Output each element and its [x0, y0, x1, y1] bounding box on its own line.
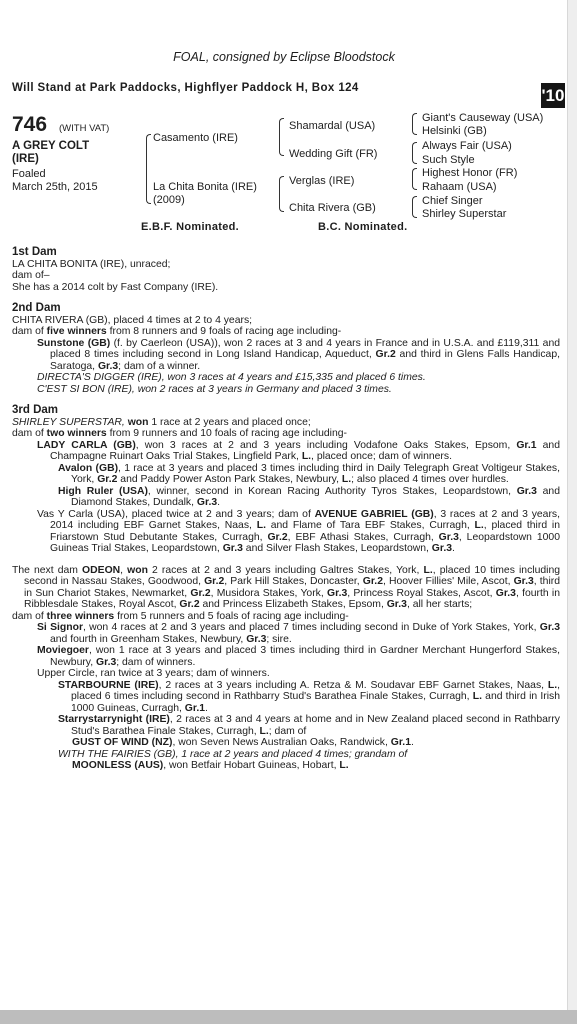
produce-entry: STARBOURNE (IRE), 2 races at 3 years including A. Retza & M. Soudavar EBF Garnet Stakes, Naas, L., placed 6 times including second in Rathbarry Stud's Barathea Finale Stakes, Curragh, L. and third in Irish 1000 Guineas, Curragh, Gr.1. [58, 679, 560, 714]
first-dam-line: LA CHITA BONITA (IRE), unraced; [12, 258, 171, 270]
stand-location: Will Stand at Park Paddocks, Highflyer Paddock H, Box 124 [12, 82, 359, 94]
pedigree-g6: Rahaam (USA) [422, 181, 497, 193]
third-dam-line: SHIRLEY SUPERSTAR, won 1 race at 2 years and placed once; [12, 416, 311, 428]
produce-entry: Sunstone (GB) (f. by Caerleon (USA)), won 2 races at 3 and 4 years in France and in U.S.A. and £119,311 and placed 8 times including second in Long Island Handicap, Aqueduct, Gr.2 and third in Glens Falls Handicap, Saratoga, Gr.3; dam of a winner. [37, 337, 560, 372]
second-dam-produce-line: dam of five winners from 8 runners and 9 foals of racing age including- [12, 326, 342, 337]
produce-entry: Si Signor, won 4 races at 2 and 3 years and placed 7 times including second in Duke of York Stakes, York, Gr.3 and fourth in Greenham Stakes, Newbury, Gr.3; sire. [37, 622, 560, 645]
first-dam-heading: 1st Dam [12, 246, 57, 258]
bracket-g2 [412, 142, 417, 164]
bc-nominated: B.C. Nominated. [318, 221, 408, 233]
bracket-g1 [412, 113, 417, 135]
produce-entry: Vas Y Carla (USA), placed twice at 2 and 3 years; dam of AVENUE GABRIEL (GB), 3 races at 2 and 3 years, 2014 including EBF Garnet Stakes, Naas, L. and Flame of Tara EBF Stakes, Curragh, L., placed third in Friarstown Stud Debutante Stakes, Curragh, Gr.2, EBF Athasi Stakes, Curragh, Gr.3, Leopardstown 1000 Guineas Trial Stakes, Leopardstown, Gr.3 and Silver Flash Stakes, Leopardstown, Gr.3. [37, 508, 561, 554]
produce-entry: LADY CARLA (GB), won 3 races at 2 and 3 years including Vodafone Oaks Stakes, Epsom, Gr.1 and Champagne Ruinart Oaks Trial Stakes, Lingfield Park, L., placed once; dam of winners. [37, 439, 560, 462]
bracket-g3 [412, 168, 417, 190]
produce-entry: GUST OF WIND (NZ), won Seven News Australian Oaks, Randwick, Gr.1. [72, 737, 414, 748]
lot-description-line1: A GREY COLT [12, 140, 90, 152]
produce-entry: Avalon (GB), 1 race at 3 years and placed 3 times including third in Daily Telegraph Great Voltigeur Stakes, York, Gr.2 and Paddy Power Aston Park Stakes, Newbury, L.; also placed 4 times over hurdles. [58, 462, 560, 485]
catalogue-body [12, 247, 560, 772]
foaled-info [12, 168, 98, 193]
second-dam-line: CHITA RIVERA (GB), placed 4 times at 2 to 4 years; [12, 314, 253, 326]
second-dam-heading: 2nd Dam [12, 302, 61, 314]
bracket-parents [146, 134, 151, 204]
pedigree-dam-year: (2009) [153, 194, 185, 206]
bracket-dam [279, 176, 284, 212]
next-dam-paragraph: The next dam ODEON, won 2 races at 2 and 3 years including Galtres Stakes, York, L., placed 10 times including second in Nassau Stakes, Goodwood, Gr.2, Park Hill Stakes, Doncaster, Gr.2, Hoover Fillies' Mile, Ascot, Gr.3, third in Sun Chariot Stakes, Newmarket, Gr.2, Musidora Stakes, York, Gr.3, Princess Royal Stakes, Ascot, Gr.3, fourth in Ribblesdale Stakes, Royal Ascot, Gr.2 and Princess Elizabeth Stakes, Epsom, Gr.3, all her starts; [12, 564, 560, 610]
pedigree-dam-sire: Verglas (IRE) [289, 175, 355, 187]
lot-description-line2: (IRE) [12, 153, 39, 165]
pedigree-sire-sire: Shamardal (USA) [289, 120, 376, 132]
pedigree-dam: La Chita Bonita (IRE) [153, 181, 257, 193]
produce-entry: DIRECTA'S DIGGER (IRE), won 3 races at 4 years and £15,335 and placed 6 times. [37, 372, 426, 383]
lot-description [12, 140, 89, 166]
pedigree-g1: Giant's Causeway (USA) [422, 112, 544, 124]
lot-number: 746 [12, 113, 48, 136]
produce-entry: Upper Circle, ran twice at 3 years; dam of winners. [37, 668, 270, 679]
page-edge [567, 0, 577, 1010]
pedigree-g5: Highest Honor (FR) [422, 167, 518, 179]
pedigree-g7: Chief Singer [422, 195, 483, 207]
pedigree-sire: Casamento (IRE) [153, 132, 238, 144]
pedigree-sire-dam: Wedding Gift (FR) [289, 148, 378, 160]
consignor-line: FOAL, consigned by Eclipse Bloodstock [173, 50, 395, 64]
foaled-date: March 25th, 2015 [12, 180, 98, 193]
pedigree-g4: Such Style [422, 154, 475, 166]
vat-note: (WITH VAT) [59, 123, 110, 134]
produce-entry: C'EST SI BON (IRE), won 2 races at 3 years in Germany and placed 3 times. [37, 383, 392, 395]
third-dam-heading: 3rd Dam [12, 404, 59, 416]
produce-entry: Moviegoer, won 1 race at 3 years and placed 3 times including third in Gardner Merchant Hungerford Stakes, Newbury, Gr.3; dam of winners. [37, 645, 560, 668]
ebf-nominated: E.B.F. Nominated. [141, 221, 239, 233]
produce-entry: MOONLESS (AUS), won Betfair Hobart Guineas, Hobart, L. [72, 760, 349, 771]
produce-entry: Starrystarrynight (IRE), 2 races at 3 and 4 years at home and in New Zealand placed second in Rathbarry Stud's Barathea Finale Stakes, Curragh, L.; dam of [58, 714, 560, 737]
bracket-g4 [412, 196, 417, 218]
next-dam-produce-line: dam of three winners from 5 runners and 5 foals of racing age including- [12, 610, 349, 622]
first-dam-line: dam of– [12, 270, 50, 281]
bottom-strip [0, 1010, 577, 1024]
pedigree-g3: Always Fair (USA) [422, 140, 512, 152]
produce-entry: High Ruler (USA), winner, second in Korean Racing Authority Tyros Stakes, Leopardstown, Gr.3 and Diamond Stakes, Dundalk, Gr.3. [58, 485, 560, 508]
foaled-label: Foaled [12, 168, 46, 180]
first-dam-line: She has a 2014 colt by Fast Company (IRE). [12, 281, 219, 293]
third-dam-produce-line: dam of two winners from 9 runners and 10 foals of racing age including- [12, 428, 347, 439]
section-badge: '10 [541, 83, 565, 108]
pedigree-g2: Helsinki (GB) [422, 125, 487, 137]
produce-entry: WITH THE FAIRIES (GB), 1 race at 2 years and placed 4 times; grandam of [58, 748, 408, 760]
bracket-sire [279, 118, 284, 156]
pedigree-g8: Shirley Superstar [422, 208, 507, 220]
pedigree-dam-dam: Chita Rivera (GB) [289, 202, 376, 214]
